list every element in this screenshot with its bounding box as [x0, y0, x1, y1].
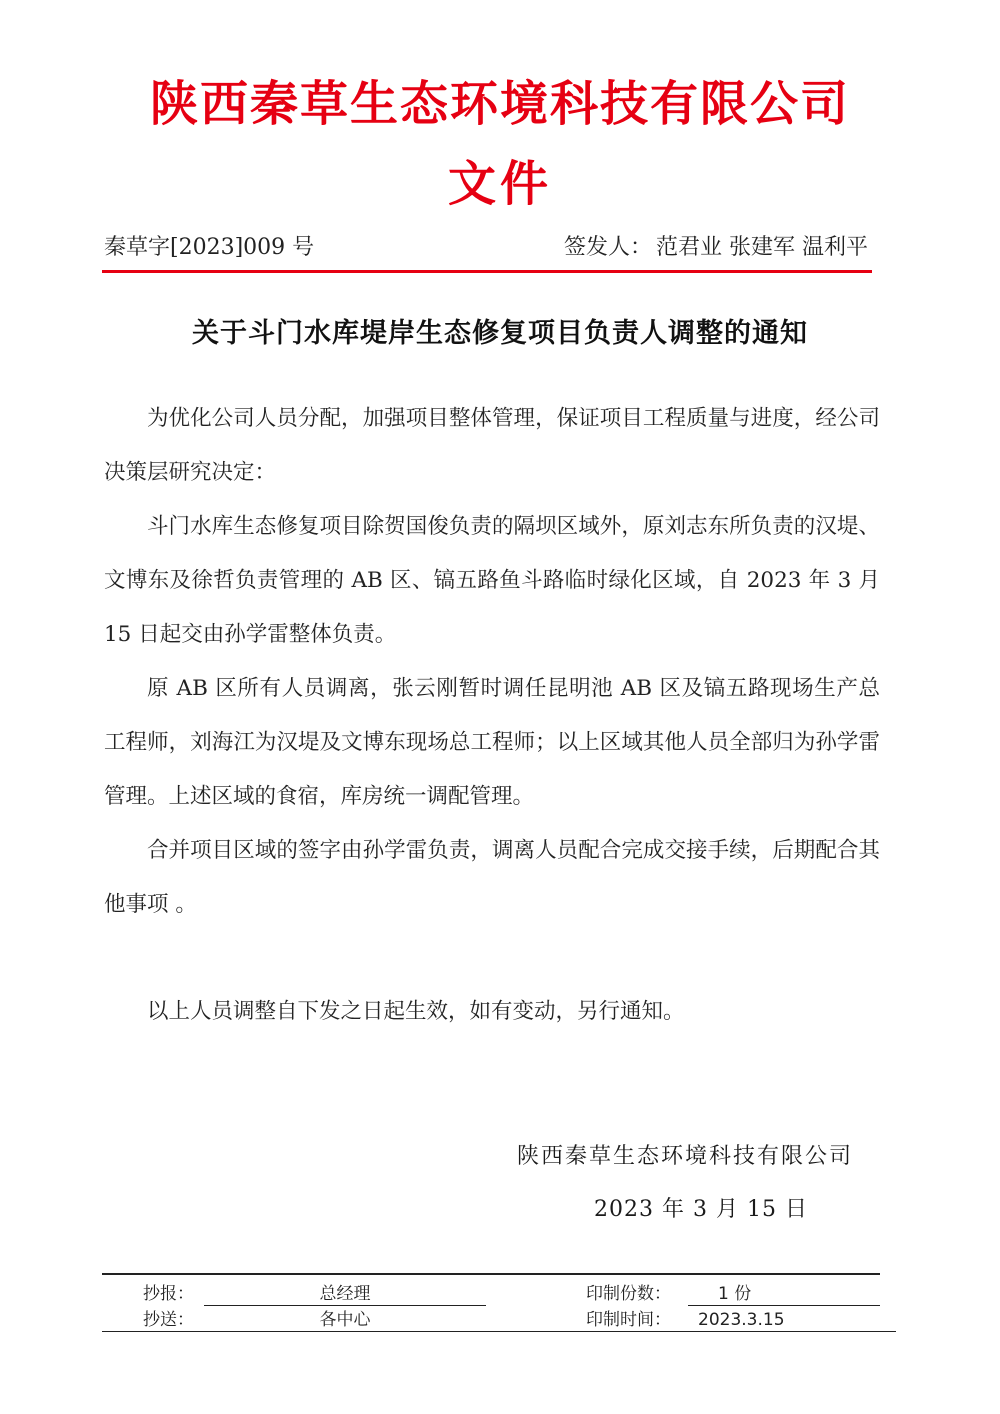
print-copies-value: 1 份 — [688, 1283, 880, 1306]
body-paragraph: 原 AB 区所有人员调离，张云刚暂时调任昆明池 AB 区及镐五路现场生产总工程师，刘海江为汉堤及文博东现场总工程师；以上区域其他人员全部归为孙学雷管理。上述区域的食宿，库房统一调配管理。 — [104, 676, 880, 809]
print-copies-label: 印制份数： — [586, 1284, 671, 1304]
cc-label: 抄送： — [143, 1310, 194, 1330]
issuer-label: 签发人： — [563, 235, 652, 260]
document-type-heading: 文件 — [447, 156, 552, 212]
body-paragraph: 以上人员调整自下发之日起生效，如有变动，另行通知。 — [147, 999, 685, 1024]
report-to-label: 抄报： — [143, 1284, 194, 1304]
body-paragraph: 斗门水库生态修复项目除贺国俊负责的隔坝区域外，原刘志东所负责的汉堤、文博东及徐哲负责管理的 AB 区、镐五路鱼斗路临时绿化区域，自 2023 年 3 月 15 日起交由孙学雷整体负责。 — [104, 514, 880, 647]
print-time-value: 2023.3.15 — [688, 1309, 896, 1332]
company-title: 陕西秦草生态环境科技有限公司 — [149, 76, 850, 132]
document-number: 秦草字[2023]009 号 — [104, 235, 315, 260]
footer-top-rule — [102, 1273, 880, 1275]
signature-company: 陕西秦草生态环境科技有限公司 — [516, 1144, 853, 1169]
report-to-value: 总经理 — [204, 1283, 486, 1306]
issuer-names: 范君业 张建军 温利平 — [656, 235, 868, 260]
print-time-label: 印制时间： — [586, 1310, 671, 1330]
body-paragraph: 合并项目区域的签字由孙学雷负责，调离人员配合完成交接手续，后期配合其他事项 。 — [104, 838, 880, 917]
red-divider — [102, 270, 872, 273]
body-paragraph: 为优化公司人员分配，加强项目整体管理，保证项目工程质量与进度，经公司决策层研究决定： — [104, 406, 880, 485]
notice-title: 关于斗门水库堤岸生态修复项目负责人调整的通知 — [192, 318, 808, 349]
signature-date: 2023 年 3 月 15 日 — [594, 1197, 808, 1222]
issuer-block — [564, 233, 868, 263]
cc-value: 各中心 — [204, 1309, 486, 1332]
footer-bottom-rule — [102, 1331, 880, 1332]
